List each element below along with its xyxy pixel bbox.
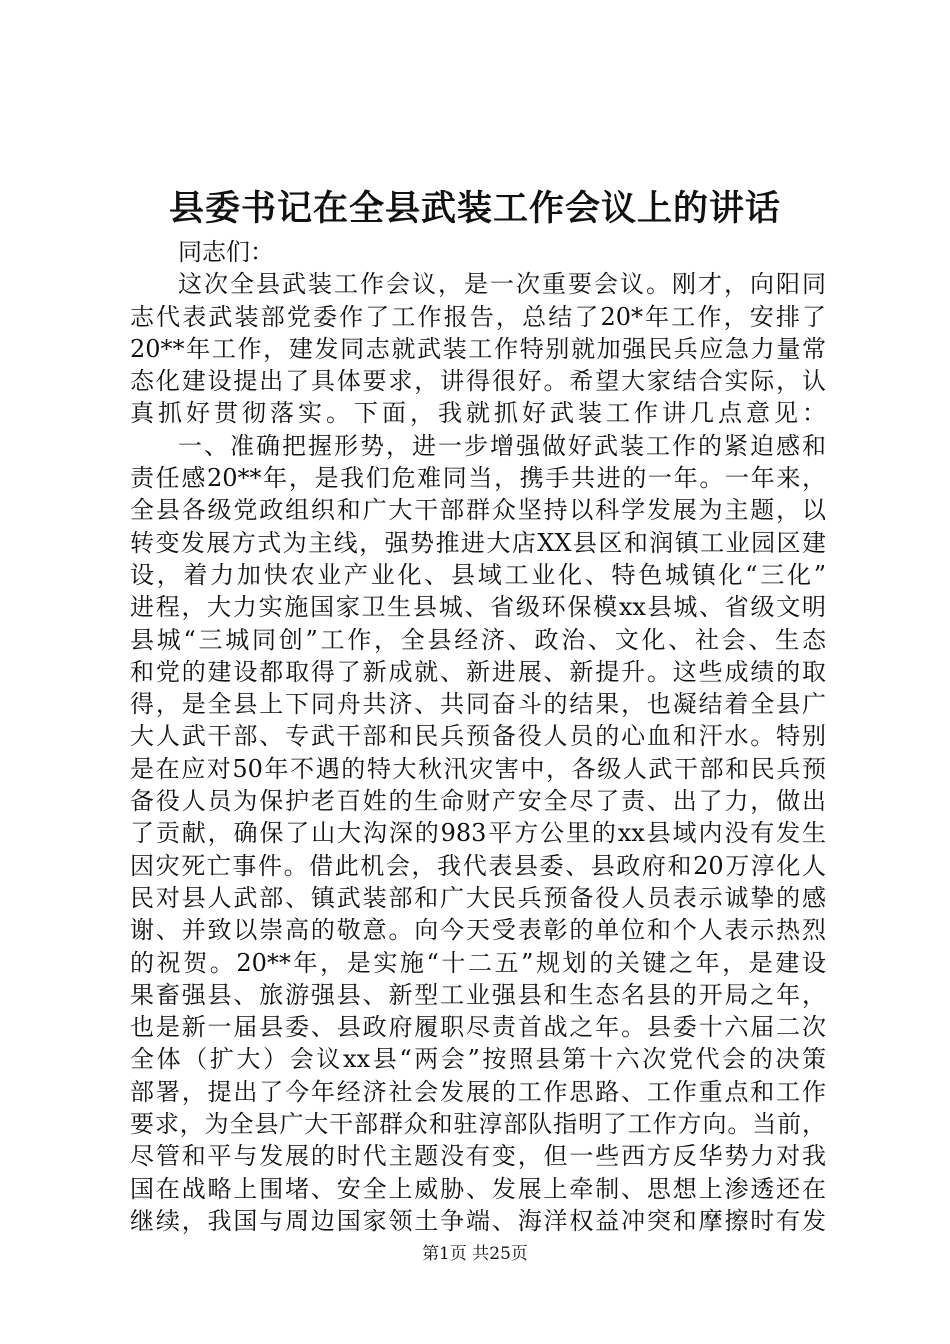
body-line: 国在战略上围堵、安全上威胁、发展上牵制、思想上渗透还在 xyxy=(130,1174,826,1203)
body-line: 全体（扩大）会议xx县“两会”按照县第十六次党代会的决策 xyxy=(130,1045,826,1074)
body-line: 进程，大力实施国家卫生县城、省级环保模xx县城、省级文明 xyxy=(130,593,826,622)
body-line: 设，着力加快农业产业化、县域工业化、特色城镇化“三化” xyxy=(130,560,826,589)
body-line: 果畜强县、旅游强县、新型工业强县和生态名县的开局之年， xyxy=(130,980,826,1009)
body-line: 这次全县武装工作会议，是一次重要会议。刚才，向阳同 xyxy=(178,270,826,299)
body-line: 也是新一届县委、县政府履职尽责首战之年。县委十六届二次 xyxy=(130,1013,826,1042)
body-line: 的祝贺。20**年，是实施“十二五”规划的关键之年，是建设 xyxy=(130,948,826,977)
body-line: 志代表武装部党委作了工作报告，总结了20*年工作，安排了 xyxy=(130,302,826,331)
body-line: 谢、并致以崇高的敬意。向今天受表彰的单位和个人表示热烈 xyxy=(130,916,826,945)
body-line: 和党的建设都取得了新成就、新进展、新提升。这些成绩的取 xyxy=(130,657,826,686)
document-body xyxy=(130,236,826,1237)
body-line: 县城“三城同创”工作，全县经济、政治、文化、社会、生态 xyxy=(130,625,826,654)
body-line: 了贡献，确保了山大沟深的983平方公里的xx县域内没有发生 xyxy=(130,819,826,848)
body-line: 继续，我国与周边国家领土争端、海洋权益冲突和摩擦时有发 xyxy=(130,1206,826,1235)
body-line: 全县各级党政组织和广大干部群众坚持以科学发展为主题，以 xyxy=(130,496,826,525)
body-line: 态化建设提出了具体要求，讲得很好。希望大家结合实际，认 xyxy=(130,367,826,396)
body-line: 尽管和平与发展的时代主题没有变，但一些西方反华势力对我 xyxy=(130,1142,826,1171)
body-line: 是在应对50年不遇的特大秋汛灾害中，各级人武干部和民兵预 xyxy=(130,754,826,783)
body-line: 部署，提出了今年经济社会发展的工作思路、工作重点和工作 xyxy=(130,1077,826,1106)
page-number-footer: 第1页 共25页 xyxy=(422,1244,528,1264)
body-line: 责任感20**年，是我们危难同当，携手共进的一年。一年来， xyxy=(130,464,826,493)
body-line: 转变发展方式为主线，强势推进大店XX县区和润镇工业园区建 xyxy=(130,528,826,557)
body-line: 真抓好贯彻落实。下面，我就抓好武装工作讲几点意见： xyxy=(130,399,826,428)
document-title: 县委书记在全县武装工作会议上的讲话 xyxy=(168,188,781,229)
body-line: 民对县人武部、镇武装部和广大民兵预备役人员表示诚挚的感 xyxy=(130,883,826,912)
body-line: 要求，为全县广大干部群众和驻淳部队指明了工作方向。当前， xyxy=(130,1110,826,1139)
body-line: 因灾死亡事件。借此机会，我代表县委、县政府和20万淳化人 xyxy=(130,851,826,880)
section-heading-line: 一、准确把握形势，进一步增强做好武装工作的紧迫感和 xyxy=(178,431,826,460)
body-line: 得，是全县上下同舟共济、共同奋斗的结果，也凝结着全县广 xyxy=(130,690,826,719)
salutation-line: 同志们： xyxy=(178,238,274,266)
body-line: 大人武干部、专武干部和民兵预备役人员的心血和汗水。特别 xyxy=(130,722,826,751)
body-line: 20**年工作，建发同志就武装工作特别就加强民兵应急力量常 xyxy=(130,334,826,363)
body-line: 备役人员为保护老百姓的生命财产安全尽了责、出了力，做出 xyxy=(130,787,826,816)
